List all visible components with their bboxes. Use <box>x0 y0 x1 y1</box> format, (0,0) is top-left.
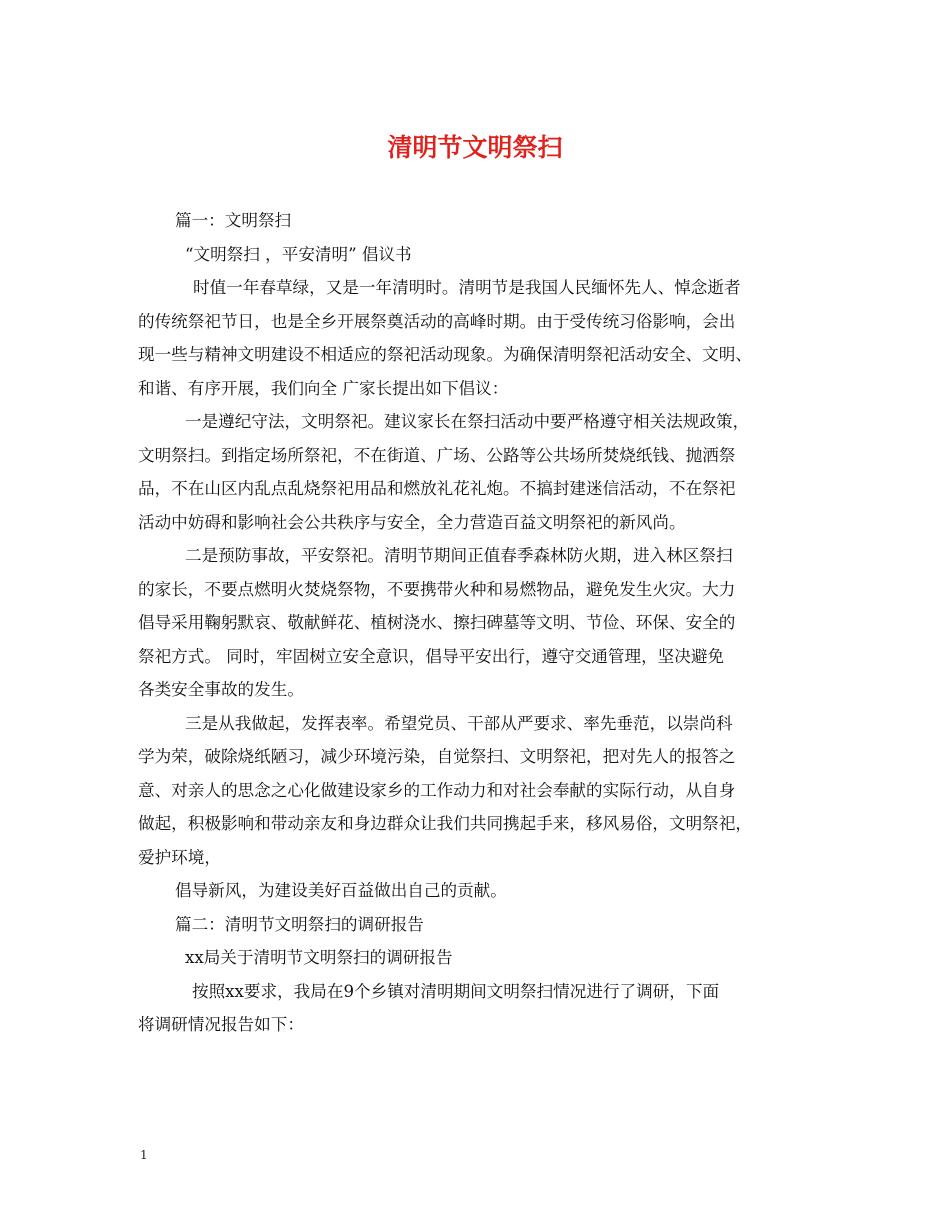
text-line: 爱护环境， <box>138 847 221 867</box>
page-title: 清明节文明祭扫 <box>387 133 563 162</box>
paragraph-third-proposal <box>138 707 824 875</box>
text-line: 做起，积极影响和带动亲友和身边群众让我们共同携起手来，移风易俗，文明祭祀， <box>138 814 752 833</box>
text-line: 学为荣，破除烧纸陋习，减少环境污染，自觉祭扫、文明祭祀，把对先人的报答之 <box>138 747 736 766</box>
text-line: 一是遵纪守法，文明祭祀。建议家长在祭扫活动中要严格遵守相关法规政策， <box>185 412 750 431</box>
text-line: 时值一年春草绿，又是一年清明时。清明节是我国人民缅怀先人、悼念逝者 <box>193 278 741 297</box>
report-subtitle: xx局关于清明节文明祭扫的调研报告 <box>185 948 453 967</box>
text-line: 二是预防事故，平安祭祀。清明节期间正值春季森林防火期，进入林区祭扫 <box>185 546 733 565</box>
proposal-subtitle: “文明祭扫 ，平安清明” 倡议书 <box>185 244 412 264</box>
paragraph-closing: 倡导新风，为建设美好百益做出自己的贡献。 <box>175 881 507 900</box>
text-line: 现一些与精神文明建设不相适应的祭祀活动现象。为确保清明祭祀活动安全、文明、 <box>138 345 752 364</box>
paragraph-report-intro <box>138 975 824 1042</box>
text-line: 品，不在山区内乱点乱烧祭祀用品和燃放礼花礼炮。不搞封建迷信活动，不在祭祀 <box>138 479 736 498</box>
text-line: 各类安全事故的发生。 <box>138 680 304 699</box>
text-line: 三是从我做起，发挥表率。希望党员、干部从严要求、率先垂范，以崇尚科 <box>185 713 733 733</box>
text-line: 的传统祭祀节日，也是全乡开展祭奠活动的高峰时期。由于受传统习俗影响，会出 <box>138 311 736 331</box>
text-line: 祭祀方式。 同时，牢固树立安全意识，倡导平安出行，遵守交通管理，坚决避免 <box>138 646 725 666</box>
section-heading-1: 篇一：文明祭扫 <box>175 211 292 230</box>
document-body <box>138 204 824 1042</box>
text-line: 意、对亲人的思念之心化做建设家乡的工作动力和对社会奉献的实际行动，从自身 <box>138 780 736 800</box>
text-line: 按照xx要求，我局在9个乡镇对清明期间文明祭扫情况进行了调研，下面 <box>192 981 720 1001</box>
text-line: 活动中妨碍和影响社会公共秩序与安全，全力营造百益文明祭祀的新风尚。 <box>138 512 686 532</box>
text-line: 将调研情况报告如下： <box>138 1015 304 1034</box>
page-number: 1 <box>140 1148 148 1162</box>
text-line: 倡导采用鞠躬默哀、敬献鲜花、植树浇水、擦扫碑墓等文明、节俭、环保、安全的 <box>138 613 736 632</box>
section-heading-2: 篇二：清明节文明祭扫的调研报告 <box>175 914 424 934</box>
paragraph-second-proposal <box>138 539 824 707</box>
paragraph-intro <box>138 271 824 405</box>
text-line: 文明祭扫。到指定场所祭祀，不在街道、广场、公路等公共场所焚烧纸钱、抛洒祭 <box>138 445 736 465</box>
paragraph-first-proposal <box>138 405 824 539</box>
text-line: 和谐、有序开展，我们向全 广家长提出如下倡议： <box>138 378 509 398</box>
text-line: 的家长，不要点燃明火焚烧祭物，不要携带火种和易燃物品，避免发生火灾。大力 <box>138 579 736 599</box>
